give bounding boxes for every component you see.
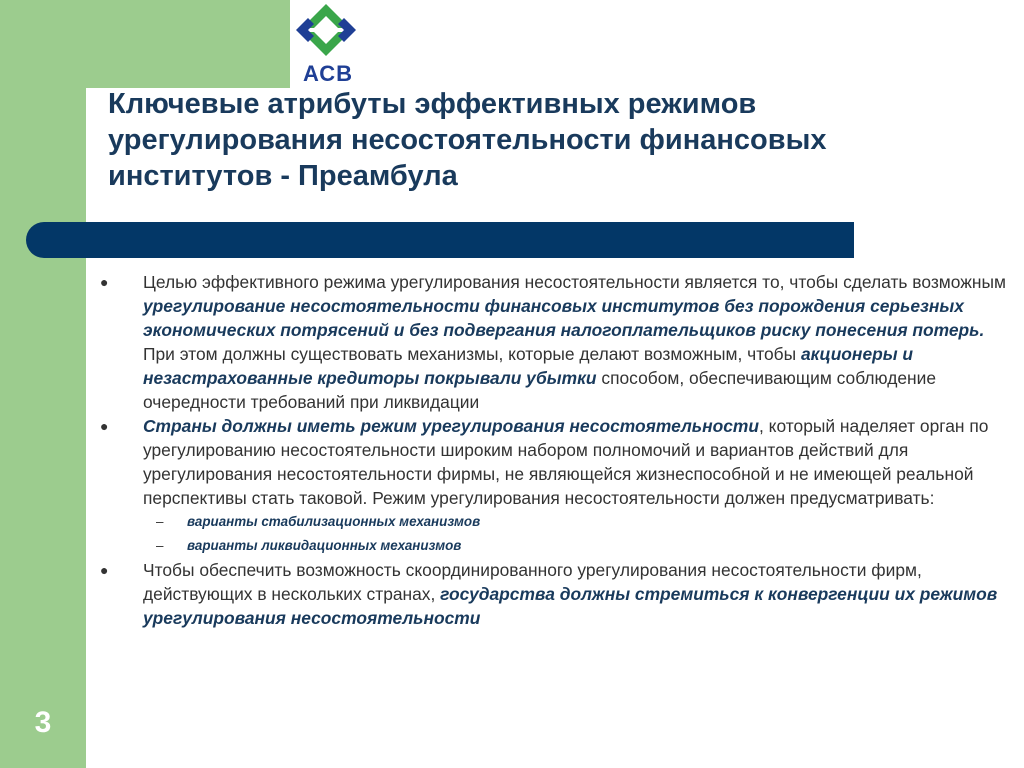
bullet-text: способом, обеспечивающим соблюдение очередности требований при ликвидации bbox=[143, 368, 937, 412]
bullet-item bbox=[100, 414, 1016, 510]
page-number: 3 bbox=[34, 706, 52, 739]
bullet-emphasis: Страны должны иметь режим урегулирования несостоятельности bbox=[143, 416, 760, 436]
title-underline-bar bbox=[26, 222, 854, 258]
dash-icon: – bbox=[156, 514, 164, 529]
bullet-text: Чтобы обеспечить возможность скоординированного урегулирования несостоятельности фирм, действующих в нескольких странах, bbox=[143, 560, 922, 604]
bullet-icon: ● bbox=[100, 274, 109, 290]
bullet-item bbox=[100, 270, 1016, 414]
slide-content bbox=[100, 270, 1016, 630]
bullet-item bbox=[100, 558, 1016, 630]
top-green-band bbox=[86, 0, 290, 88]
bullet-icon: ● bbox=[100, 562, 109, 578]
bullet-emphasis: акционеры и незастрахованные кредиторы покрывали убытки bbox=[143, 344, 914, 388]
bullet-text: При этом должны существовать механизмы, которые делают возможным, чтобы bbox=[143, 344, 801, 364]
bullet-emphasis: государства должны стремиться к конвергенции их режимов урегулирования несостоятельности bbox=[143, 584, 998, 628]
sub-bullet-item bbox=[100, 534, 1016, 558]
bullet-text: Целью эффективного режима урегулирования несостоятельности является то, чтобы сделать возможным bbox=[143, 272, 1006, 292]
bullet-icon: ● bbox=[100, 418, 109, 434]
sub-bullet-text: варианты стабилизационных механизмов bbox=[187, 514, 481, 529]
dash-icon: – bbox=[156, 538, 164, 553]
logo-text: АСВ bbox=[302, 61, 354, 86]
sub-bullet-item bbox=[100, 510, 1016, 534]
left-green-band bbox=[0, 0, 86, 768]
sub-bullet-text: варианты ликвидационных механизмов bbox=[187, 538, 462, 553]
bullet-emphasis: урегулирование несостоятельности финансовых институтов без порождения серьезных экономических потрясений и без подвергания налогоплательщиков риску понесения потерь. bbox=[143, 296, 985, 340]
bullet-text: , который наделяет орган по урегулированию несостоятельности широким набором полномочий и вариантов действий для урегулирования несостоятельности фирмы, не являющейся жизнеспособной и не имеющей реальной перспективы стать таковой. Режим урегулирования несостоятельности должен предусматривать: bbox=[143, 416, 989, 508]
page-title: Ключевые атрибуты эффективных режимов урегулирования несостоятельности финансовых институтов - Преамбула bbox=[108, 88, 827, 192]
